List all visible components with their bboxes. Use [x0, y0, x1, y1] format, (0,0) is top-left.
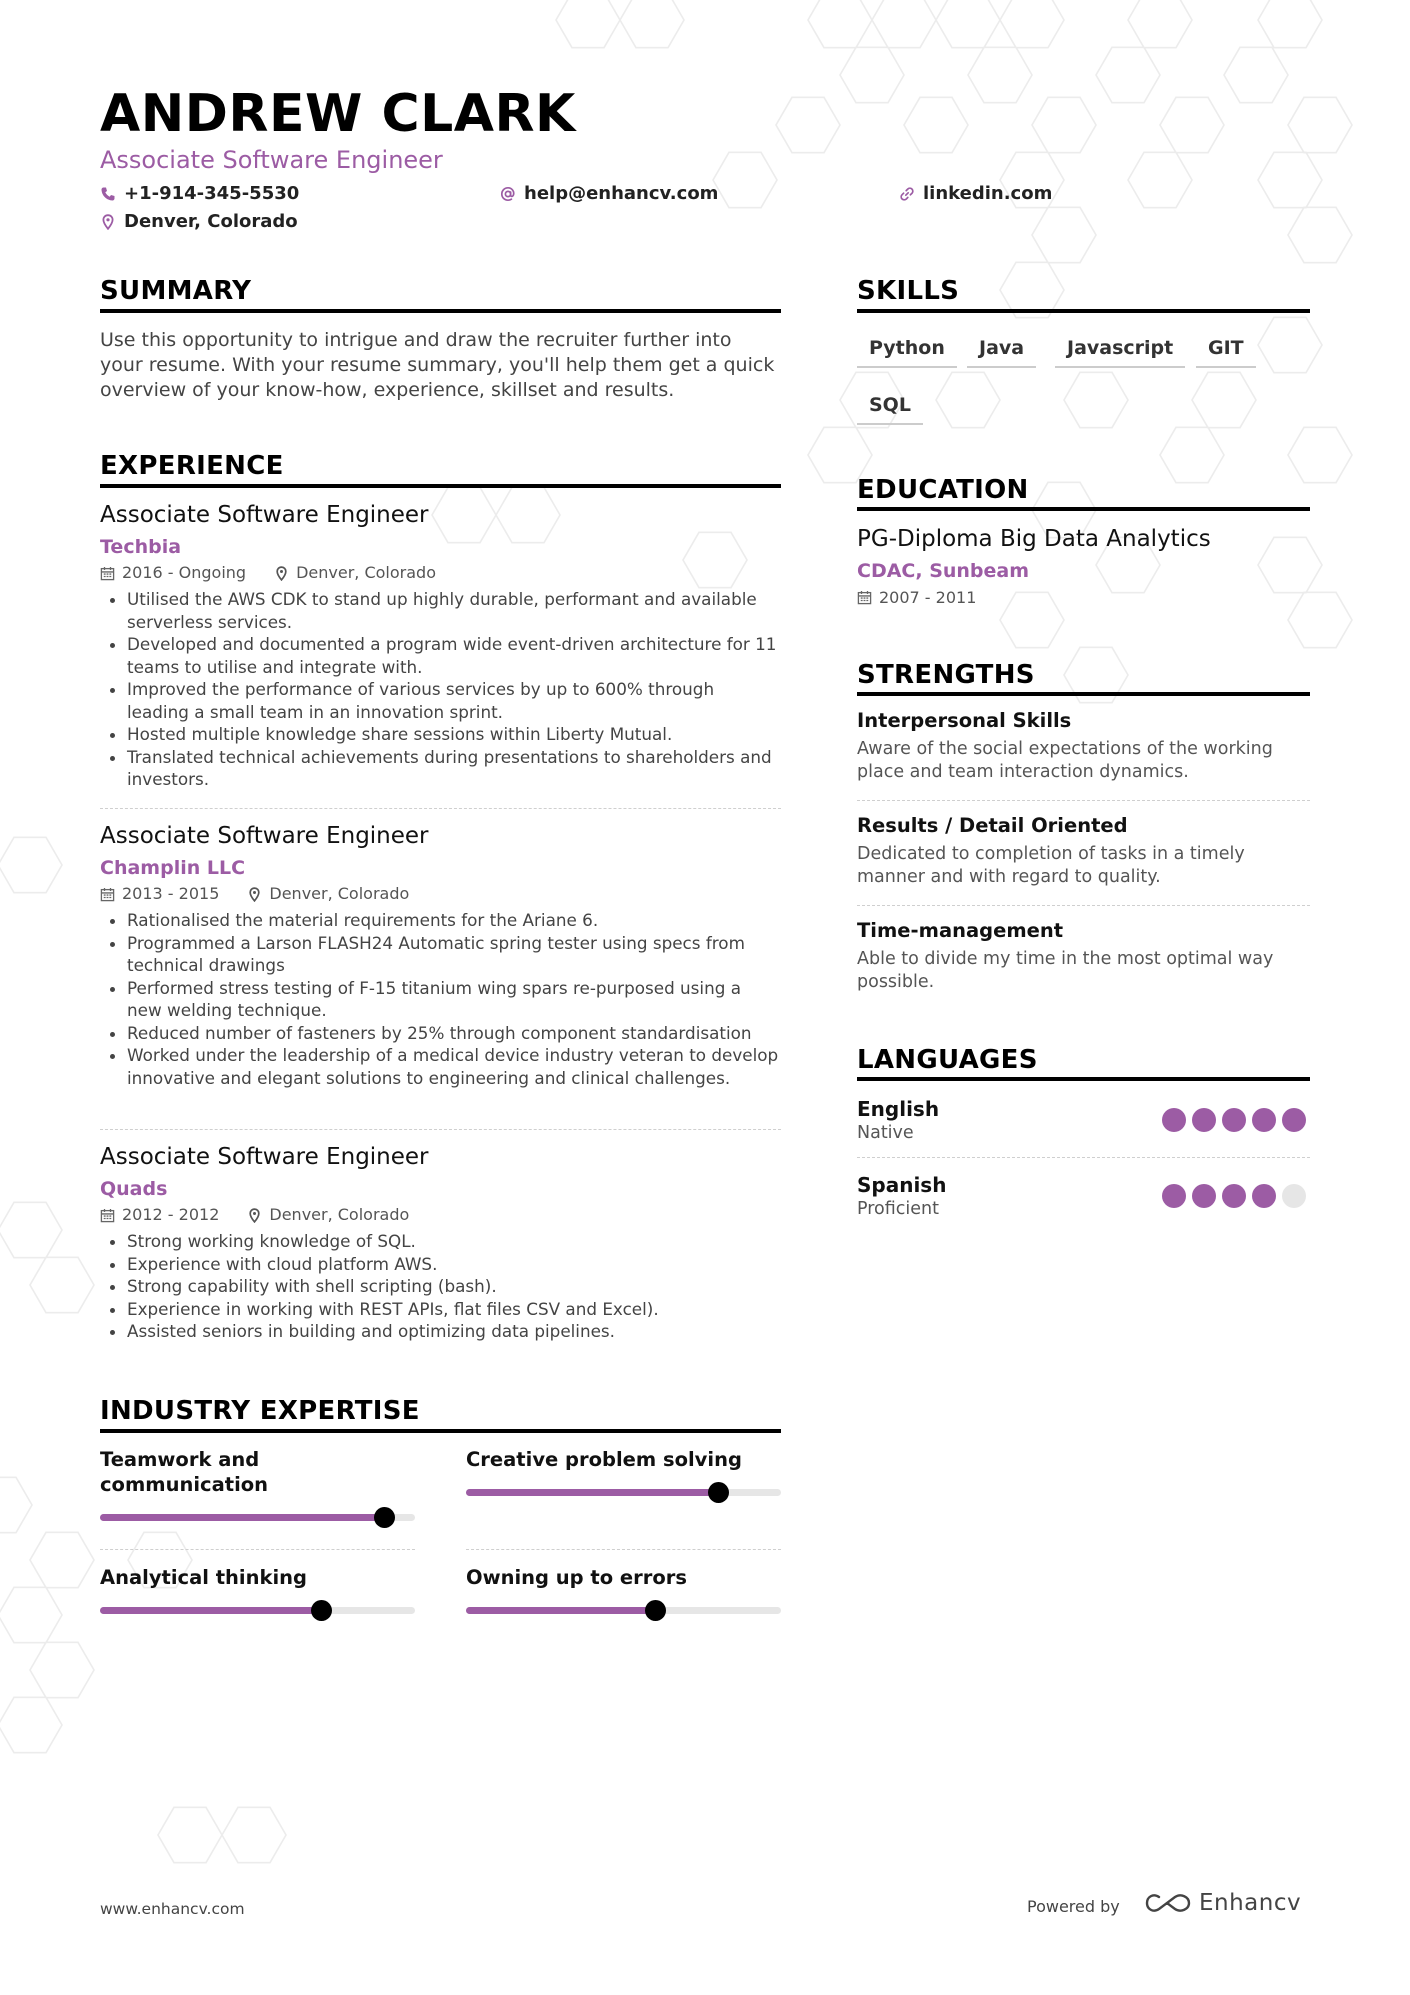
job-divider [100, 1129, 781, 1130]
bullet-item: • Performed stress testing of F-15 titanium wing spars re-purposed using a new welding technique. [127, 977, 781, 1022]
education-school[interactable]: CDAC, Sunbeam [857, 560, 1030, 582]
job-entry [100, 500, 781, 791]
job-company[interactable]: Techbia [100, 536, 182, 558]
slider-fill [100, 1514, 384, 1521]
contact-phone[interactable] [100, 183, 299, 204]
contact-email[interactable] [500, 183, 718, 204]
summary-title: SUMMARY [100, 276, 252, 306]
rating-dot [1222, 1108, 1246, 1132]
bullet-item: • Experience with cloud platform AWS. [127, 1253, 781, 1276]
summary-rule [100, 309, 781, 313]
expertise-label: Analytical thinking [100, 1566, 307, 1589]
job-company[interactable]: Quads [100, 1178, 168, 1200]
email-text: help@enhancv.com [524, 183, 719, 204]
job-dates: 2013 - 2015 [122, 884, 220, 903]
bullet-item: • Experience in working with REST APIs, flat files CSV and Excel). [127, 1298, 781, 1321]
strength-item [857, 708, 1310, 784]
slider-knob[interactable] [645, 1600, 666, 1621]
language-divider [857, 1157, 1310, 1158]
expertise-title: INDUSTRY EXPERTISE [100, 1396, 420, 1426]
rating-dot [1252, 1108, 1276, 1132]
enhancv-logo-icon [1145, 1891, 1191, 1915]
summary-text: Use this opportunity to intrigue and draw the recruiter further into your resume. With your resume summary, you'll help them get a quick overview of your know-how, experience, skillset and results. [100, 329, 775, 401]
slider-fill [100, 1607, 321, 1614]
expertise-label: Creative problem solving [466, 1448, 742, 1471]
language-level: Native [857, 1123, 914, 1143]
skills-title: SKILLS [857, 276, 960, 306]
website-text: linkedin.com [923, 183, 1053, 204]
strength-item [857, 918, 1310, 994]
language-rating [1162, 1108, 1306, 1132]
job-title: Associate Software Engineer [100, 1144, 429, 1170]
location-pin-icon [247, 1208, 262, 1223]
languages-rule [857, 1077, 1310, 1081]
expertise-slider[interactable] [100, 1607, 415, 1614]
rating-dot [1252, 1184, 1276, 1208]
job-bullets [100, 909, 781, 1089]
job-company[interactable]: Champlin LLC [100, 857, 246, 879]
slider-knob[interactable] [374, 1507, 395, 1528]
bullet-item: • Hosted multiple knowledge share sessions within Liberty Mutual. [127, 723, 781, 746]
candidate-role: Associate Software Engineer [100, 146, 443, 174]
expertise-item [466, 1565, 781, 1590]
job-entry [100, 821, 781, 1089]
expertise-slider[interactable] [100, 1514, 415, 1521]
slider-knob[interactable] [311, 1600, 332, 1621]
footer-url[interactable]: www.enhancv.com [100, 1900, 245, 1918]
contact-website[interactable] [899, 183, 1052, 204]
language-item [857, 1096, 1310, 1144]
brand-name: Enhancv [1199, 1890, 1302, 1916]
expertise-divider [466, 1549, 781, 1550]
location-text: Denver, Colorado [124, 211, 298, 232]
strength-title: Results / Detail Oriented [857, 814, 1128, 837]
skill-tag: Python [857, 337, 957, 368]
calendar-icon [100, 566, 115, 581]
strength-desc: Aware of the social expectations of the working place and team interaction dynamics. [857, 739, 1273, 782]
skills-rule [857, 309, 1310, 313]
rating-dot [1282, 1184, 1306, 1208]
bullet-item: • Utilised the AWS CDK to stand up highly durable, performant and available serverless services. [127, 588, 781, 633]
strength-divider [857, 800, 1310, 801]
bullet-item: • Strong working knowledge of SQL. [127, 1230, 781, 1253]
strengths-title: STRENGTHS [857, 660, 1035, 690]
expertise-item [466, 1447, 781, 1472]
education-dates-row [857, 588, 976, 607]
location-pin-icon [100, 214, 116, 230]
language-item [857, 1172, 1310, 1220]
job-dates: 2016 - Ongoing [122, 563, 247, 582]
link-icon [899, 186, 915, 202]
language-name: Spanish [857, 1173, 947, 1197]
expertise-label: Owning up to errors [466, 1566, 688, 1589]
education-dates: 2007 - 2011 [879, 588, 977, 607]
bullet-item: • Strong capability with shell scripting (bash). [127, 1275, 781, 1298]
job-meta [100, 1204, 781, 1226]
job-bullets [100, 1230, 781, 1343]
location-pin-icon [274, 566, 289, 581]
bullet-item: • Worked under the leadership of a medical device industry veteran to develop innovative and elegant solutions to engineering and clinical challenges. [127, 1044, 781, 1089]
rating-dot [1222, 1184, 1246, 1208]
rating-dot [1282, 1108, 1306, 1132]
job-divider [100, 808, 781, 809]
expertise-item [100, 1565, 415, 1590]
job-title: Associate Software Engineer [100, 502, 429, 528]
rating-dot [1192, 1184, 1216, 1208]
experience-title: EXPERIENCE [100, 451, 284, 481]
powered-by-label: Powered by [1027, 1897, 1120, 1916]
strength-item [857, 813, 1310, 889]
slider-fill [466, 1607, 655, 1614]
slider-knob[interactable] [708, 1482, 729, 1503]
calendar-icon [100, 1208, 115, 1223]
bullet-item: • Programmed a Larson FLASH24 Automatic spring tester using specs from technical drawings [127, 932, 781, 977]
strength-desc: Able to divide my time in the most optimal way possible. [857, 949, 1274, 992]
brand-logo[interactable] [1145, 1890, 1301, 1916]
skill-tag: Java [967, 337, 1036, 368]
job-location: Denver, Colorado [269, 884, 410, 903]
job-title: Associate Software Engineer [100, 823, 429, 849]
education-title: EDUCATION [857, 475, 1029, 505]
at-icon [500, 186, 516, 202]
phone-icon [100, 186, 116, 202]
job-location: Denver, Colorado [296, 563, 436, 582]
calendar-icon [857, 590, 872, 605]
expertise-item [100, 1447, 415, 1497]
strengths-rule [857, 692, 1310, 696]
expertise-slider[interactable] [466, 1607, 781, 1614]
skill-tag: GIT [1196, 337, 1256, 368]
candidate-name: ANDREW CLARK [100, 84, 576, 144]
rating-dot [1192, 1108, 1216, 1132]
language-level: Proficient [857, 1199, 939, 1219]
expertise-slider[interactable] [466, 1489, 781, 1496]
strength-desc: Dedicated to completion of tasks in a timely manner and with regard to quality. [857, 844, 1245, 887]
expertise-label: Teamwork and communication [100, 1448, 269, 1496]
skill-tag: SQL [857, 394, 923, 425]
job-dates: 2012 - 2012 [122, 1205, 220, 1224]
bullet-item: • Rationalised the material requirements for the Ariane 6. [127, 909, 781, 932]
language-name: English [857, 1097, 940, 1121]
rating-dot [1162, 1108, 1186, 1132]
language-rating [1162, 1184, 1306, 1208]
rating-dot [1162, 1184, 1186, 1208]
education-rule [857, 507, 1310, 511]
expertise-rule [100, 1429, 781, 1433]
bullet-item: • Developed and documented a program wide event-driven architecture for 11 teams to utilise and integrate with. [127, 633, 781, 678]
slider-fill [466, 1489, 718, 1496]
languages-title: LANGUAGES [857, 1045, 1038, 1075]
experience-rule [100, 484, 781, 488]
location-pin-icon [247, 887, 262, 902]
job-bullets [100, 588, 781, 791]
job-location: Denver, Colorado [269, 1205, 410, 1224]
phone-text: +1-914-345-5530 [124, 183, 300, 204]
job-entry [100, 1142, 781, 1343]
education-degree: PG-Diploma Big Data Analytics [857, 526, 1211, 552]
bullet-item: • Assisted seniors in building and optimizing data pipelines. [127, 1320, 781, 1343]
skill-tag: Javascript [1055, 337, 1185, 368]
strength-title: Interpersonal Skills [857, 709, 1072, 732]
expertise-divider [100, 1549, 415, 1550]
job-meta [100, 883, 781, 905]
strength-title: Time-management [857, 919, 1064, 942]
strength-divider [857, 905, 1310, 906]
job-meta [100, 562, 781, 584]
calendar-icon [100, 887, 115, 902]
bullet-item: • Reduced number of fasteners by 25% through component standardisation [127, 1022, 781, 1045]
contact-location [100, 211, 298, 232]
bullet-item: • Improved the performance of various services by up to 600% through leading a small team in an innovation sprint. [127, 678, 781, 723]
bullet-item: • Translated technical achievements during presentations to shareholders and investors. [127, 746, 781, 791]
